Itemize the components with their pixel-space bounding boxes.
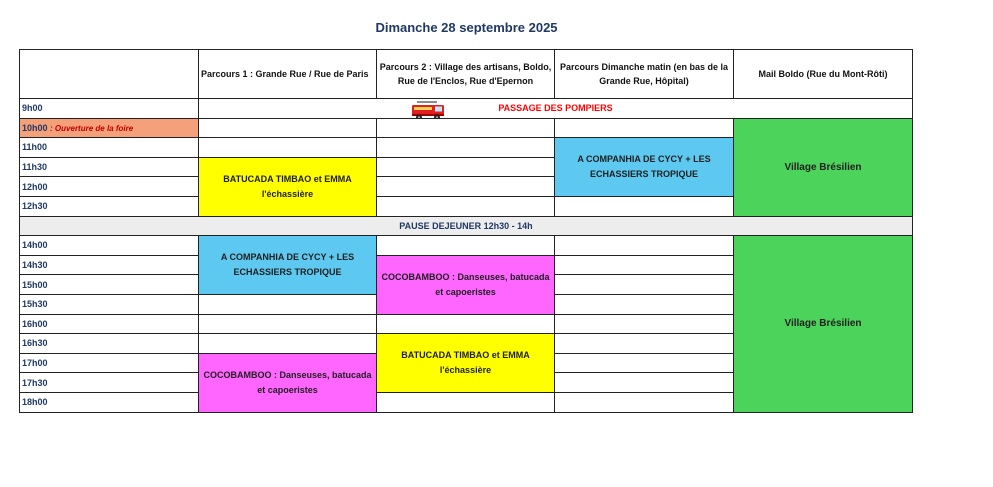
time-cell: 12h30 xyxy=(20,196,199,216)
header-row xyxy=(20,50,913,99)
table-row xyxy=(20,118,913,138)
time-cell: 17h00 xyxy=(20,353,199,373)
time-cell: 9h00 xyxy=(20,99,199,119)
time-cell: 17h30 xyxy=(20,373,199,393)
empty-cell xyxy=(555,294,734,314)
empty-cell xyxy=(555,373,734,393)
empty-cell xyxy=(199,118,377,138)
time-cell: 11h30 xyxy=(20,157,199,177)
empty-cell xyxy=(555,255,734,275)
pompiers-cell xyxy=(199,99,913,119)
time-cell: 14h30 xyxy=(20,255,199,275)
event-cycy-morning: A COMPANHIA DE CYCY + LES ECHASSIERS TROPIQUE xyxy=(555,138,734,197)
empty-cell xyxy=(555,118,734,138)
event-village-bresilien: Village Brésilien xyxy=(734,236,913,412)
header-parcours-dimanche: Parcours Dimanche matin (en bas de la Grande Rue, Hôpital) xyxy=(555,50,734,99)
schedule-table xyxy=(19,49,913,413)
empty-cell xyxy=(555,236,734,256)
table-row xyxy=(20,99,913,119)
opening-note: : Ouverture de la foire xyxy=(50,123,134,133)
table-row xyxy=(20,236,913,256)
header-parcours-2: Parcours 2 : Village des artisans, Boldo, Rue de l'Enclos, Rue d'Epernon xyxy=(377,50,555,99)
empty-cell xyxy=(377,236,555,256)
header-time-col xyxy=(20,50,199,99)
time-cell: 15h00 xyxy=(20,275,199,295)
time-cell: 16h00 xyxy=(20,314,199,334)
empty-cell xyxy=(555,353,734,373)
event-cocobamboo-p2: COCOBAMBOO : Danseuses, batucada et capoeristes xyxy=(377,255,555,314)
empty-cell xyxy=(377,392,555,412)
empty-cell xyxy=(555,334,734,354)
event-batucada-morning: BATUCADA TIMBAO et EMMA l'échassière xyxy=(199,157,377,216)
pause-row xyxy=(20,216,913,236)
empty-cell xyxy=(377,314,555,334)
empty-cell xyxy=(377,196,555,216)
time-cell: 12h00 xyxy=(20,177,199,197)
time-cell: 16h30 xyxy=(20,334,199,354)
time-cell: 14h00 xyxy=(20,236,199,256)
empty-cell xyxy=(199,314,377,334)
empty-cell xyxy=(377,177,555,197)
empty-cell xyxy=(377,157,555,177)
time-cell-opening xyxy=(20,118,199,138)
empty-cell xyxy=(377,118,555,138)
empty-cell xyxy=(377,138,555,158)
time-cell: 11h00 xyxy=(20,138,199,158)
fire-truck-icon xyxy=(411,100,445,118)
event-cycy-afternoon: A COMPANHIA DE CYCY + LES ECHASSIERS TROPIQUE xyxy=(199,236,377,295)
empty-cell xyxy=(555,392,734,412)
empty-cell xyxy=(199,334,377,354)
empty-cell xyxy=(555,314,734,334)
empty-cell xyxy=(555,196,734,216)
event-batucada-afternoon: BATUCADA TIMBAO et EMMA l'échassière xyxy=(377,334,555,393)
pompiers-label: PASSAGE DES POMPIERS xyxy=(498,103,613,114)
event-cocobamboo-p1: COCOBAMBOO : Danseuses, batucada et capoeristes xyxy=(199,353,377,412)
page-title: Dimanche 28 septembre 2025 xyxy=(375,20,558,35)
event-village-bresilien: Village Brésilien xyxy=(734,118,913,216)
header-mail-boldo: Mail Boldo (Rue du Mont-Rôti) xyxy=(734,50,913,99)
time-label: 10h00 xyxy=(22,122,48,133)
time-cell: 15h30 xyxy=(20,294,199,314)
header-parcours-1: Parcours 1 : Grande Rue / Rue de Paris xyxy=(199,50,377,99)
pause-dejeuner: PAUSE DEJEUNER 12h30 - 14h xyxy=(20,216,913,236)
time-cell: 18h00 xyxy=(20,392,199,412)
empty-cell xyxy=(199,294,377,314)
empty-cell xyxy=(199,138,377,158)
empty-cell xyxy=(555,275,734,295)
